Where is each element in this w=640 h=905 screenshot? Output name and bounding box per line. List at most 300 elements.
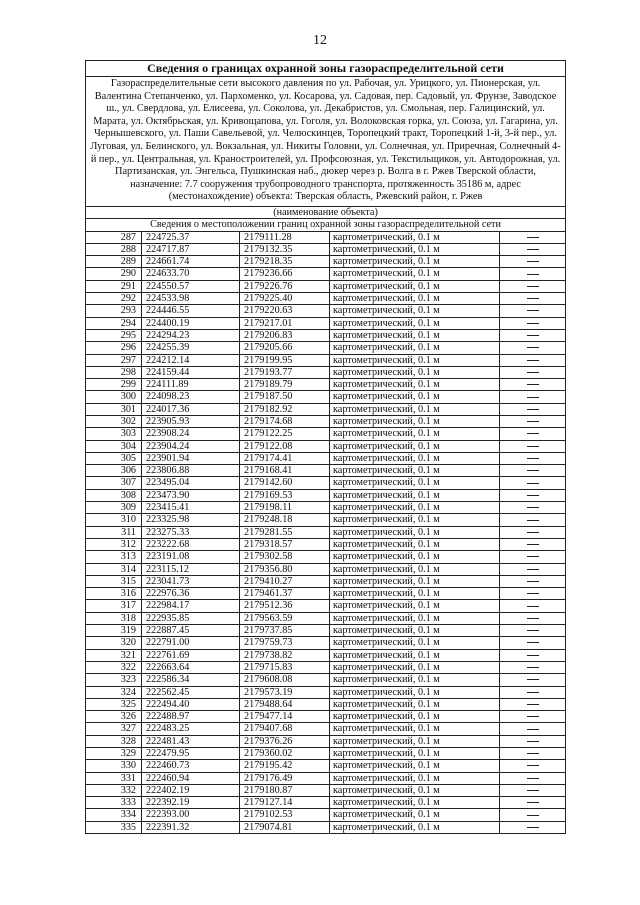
determination-method: картометрический, 0.1 м xyxy=(330,551,500,563)
coordinate-x: 222761.69 xyxy=(142,649,240,661)
table-row xyxy=(86,280,566,292)
point-number: 299 xyxy=(86,379,142,391)
determination-method: картометрический, 0.1 м xyxy=(330,317,500,329)
table-row xyxy=(86,649,566,661)
coordinate-y: 2179198.11 xyxy=(240,502,330,514)
table-row xyxy=(86,489,566,501)
determination-method: картометрический, 0.1 м xyxy=(330,821,500,833)
table-row xyxy=(86,551,566,563)
coordinate-y: 2179461.37 xyxy=(240,588,330,600)
empty-dash-cell xyxy=(500,612,566,624)
point-number: 297 xyxy=(86,354,142,366)
coordinate-x: 222494.40 xyxy=(142,698,240,710)
table-row xyxy=(86,465,566,477)
determination-method: картометрический, 0.1 м xyxy=(330,723,500,735)
point-number: 289 xyxy=(86,256,142,268)
coordinate-x: 223905.93 xyxy=(142,415,240,427)
table-row xyxy=(86,575,566,587)
table-row xyxy=(86,342,566,354)
point-number: 304 xyxy=(86,440,142,452)
title-row xyxy=(86,61,566,77)
point-number: 310 xyxy=(86,514,142,526)
determination-method: картометрический, 0.1 м xyxy=(330,366,500,378)
empty-dash-cell xyxy=(500,551,566,563)
coordinate-y: 2179122.25 xyxy=(240,428,330,440)
table-row xyxy=(86,588,566,600)
empty-dash-cell xyxy=(500,391,566,403)
point-number: 307 xyxy=(86,477,142,489)
dash-mark xyxy=(527,778,539,779)
table-row xyxy=(86,502,566,514)
point-number: 301 xyxy=(86,403,142,415)
dash-mark xyxy=(527,741,539,742)
table-row xyxy=(86,772,566,784)
determination-method: картометрический, 0.1 м xyxy=(330,809,500,821)
coordinate-x: 224661.74 xyxy=(142,256,240,268)
table-row xyxy=(86,477,566,489)
empty-dash-cell xyxy=(500,748,566,760)
empty-dash-cell xyxy=(500,366,566,378)
dash-mark xyxy=(527,581,539,582)
table-row xyxy=(86,612,566,624)
empty-dash-cell xyxy=(500,256,566,268)
coordinate-y: 2179132.35 xyxy=(240,243,330,255)
coordinate-x: 222791.00 xyxy=(142,637,240,649)
coordinate-y: 2179169.53 xyxy=(240,489,330,501)
point-number: 290 xyxy=(86,268,142,280)
coordinate-x: 223495.04 xyxy=(142,477,240,489)
empty-dash-cell xyxy=(500,354,566,366)
dash-mark xyxy=(527,421,539,422)
point-number: 305 xyxy=(86,452,142,464)
empty-dash-cell xyxy=(500,465,566,477)
coordinate-x: 224717.87 xyxy=(142,243,240,255)
table-row xyxy=(86,452,566,464)
coordinate-x: 223908.24 xyxy=(142,428,240,440)
point-number: 309 xyxy=(86,502,142,514)
empty-dash-cell xyxy=(500,452,566,464)
coordinate-y: 2179127.14 xyxy=(240,797,330,809)
coordinate-y: 2179195.42 xyxy=(240,760,330,772)
coordinate-y: 2179318.57 xyxy=(240,538,330,550)
point-number: 314 xyxy=(86,563,142,575)
coordinate-y: 2179356.80 xyxy=(240,563,330,575)
coordinate-x: 222562.45 xyxy=(142,686,240,698)
coordinate-y: 2179176.49 xyxy=(240,772,330,784)
dash-mark xyxy=(527,323,539,324)
coordinate-y: 2179512.36 xyxy=(240,600,330,612)
empty-dash-cell xyxy=(500,403,566,415)
table-row xyxy=(86,637,566,649)
determination-method: картометрический, 0.1 м xyxy=(330,231,500,243)
table-row xyxy=(86,563,566,575)
coordinate-y: 2179281.55 xyxy=(240,526,330,538)
empty-dash-cell xyxy=(500,649,566,661)
coordinate-x: 224446.55 xyxy=(142,305,240,317)
determination-method: картометрический, 0.1 м xyxy=(330,784,500,796)
table-row xyxy=(86,428,566,440)
coordinate-x: 223325.98 xyxy=(142,514,240,526)
coordinate-x: 222483.25 xyxy=(142,723,240,735)
point-number: 302 xyxy=(86,415,142,427)
point-number: 303 xyxy=(86,428,142,440)
coordinate-x: 224633.70 xyxy=(142,268,240,280)
coordinate-y: 2179182.92 xyxy=(240,403,330,415)
boundary-table xyxy=(85,60,566,834)
coordinate-x: 222460.73 xyxy=(142,760,240,772)
dash-mark xyxy=(527,261,539,262)
determination-method: картометрический, 0.1 м xyxy=(330,538,500,550)
table-row xyxy=(86,514,566,526)
empty-dash-cell xyxy=(500,293,566,305)
dash-mark xyxy=(527,765,539,766)
determination-method: картометрический, 0.1 м xyxy=(330,612,500,624)
empty-dash-cell xyxy=(500,735,566,747)
dash-mark xyxy=(527,704,539,705)
dash-mark xyxy=(527,446,539,447)
determination-method: картометрический, 0.1 м xyxy=(330,342,500,354)
table-row xyxy=(86,268,566,280)
table-row xyxy=(86,797,566,809)
table-row xyxy=(86,329,566,341)
empty-dash-cell xyxy=(500,661,566,673)
empty-dash-cell xyxy=(500,698,566,710)
coordinate-x: 222887.45 xyxy=(142,625,240,637)
dash-mark xyxy=(527,593,539,594)
determination-method: картометрический, 0.1 м xyxy=(330,760,500,772)
dash-mark xyxy=(527,692,539,693)
point-number: 321 xyxy=(86,649,142,661)
empty-dash-cell xyxy=(500,772,566,784)
point-number: 327 xyxy=(86,723,142,735)
table-row xyxy=(86,231,566,243)
coordinate-x: 224255.39 xyxy=(142,342,240,354)
empty-dash-cell xyxy=(500,342,566,354)
description-row xyxy=(86,77,566,207)
dash-mark xyxy=(527,249,539,250)
coordinate-x: 222402.19 xyxy=(142,784,240,796)
coordinate-x: 222392.19 xyxy=(142,797,240,809)
empty-dash-cell xyxy=(500,514,566,526)
coordinate-x: 222460.94 xyxy=(142,772,240,784)
empty-dash-cell xyxy=(500,600,566,612)
dash-mark xyxy=(527,532,539,533)
determination-method: картометрический, 0.1 м xyxy=(330,526,500,538)
dash-mark xyxy=(527,237,539,238)
empty-dash-cell xyxy=(500,723,566,735)
point-number: 313 xyxy=(86,551,142,563)
empty-dash-cell xyxy=(500,711,566,723)
coordinate-x: 222984.17 xyxy=(142,600,240,612)
empty-dash-cell xyxy=(500,526,566,538)
coordinate-x: 224098.23 xyxy=(142,391,240,403)
empty-dash-cell xyxy=(500,588,566,600)
dash-mark xyxy=(527,618,539,619)
coordinate-y: 2179407.68 xyxy=(240,723,330,735)
determination-method: картометрический, 0.1 м xyxy=(330,465,500,477)
coordinate-x: 223806.88 xyxy=(142,465,240,477)
empty-dash-cell xyxy=(500,379,566,391)
empty-dash-cell xyxy=(500,797,566,809)
coordinate-y: 2179074.81 xyxy=(240,821,330,833)
point-number: 329 xyxy=(86,748,142,760)
table-row xyxy=(86,686,566,698)
table-row xyxy=(86,391,566,403)
empty-dash-cell xyxy=(500,563,566,575)
table-row xyxy=(86,760,566,772)
point-number: 318 xyxy=(86,612,142,624)
table-row xyxy=(86,784,566,796)
table-row xyxy=(86,354,566,366)
coordinate-y: 2179206.83 xyxy=(240,329,330,341)
empty-dash-cell xyxy=(500,489,566,501)
coordinate-y: 2179174.41 xyxy=(240,452,330,464)
coordinate-x: 222976.36 xyxy=(142,588,240,600)
coordinate-y: 2179608.08 xyxy=(240,674,330,686)
point-number: 294 xyxy=(86,317,142,329)
coordinate-x: 224159.44 xyxy=(142,366,240,378)
coordinate-x: 223222.68 xyxy=(142,538,240,550)
coordinate-y: 2179410.27 xyxy=(240,575,330,587)
determination-method: картометрический, 0.1 м xyxy=(330,379,500,391)
table-row xyxy=(86,366,566,378)
determination-method: картометрический, 0.1 м xyxy=(330,354,500,366)
determination-method: картометрический, 0.1 м xyxy=(330,243,500,255)
empty-dash-cell xyxy=(500,502,566,514)
coordinate-y: 2179187.50 xyxy=(240,391,330,403)
coordinate-y: 2179142.60 xyxy=(240,477,330,489)
coordinate-x: 224294.23 xyxy=(142,329,240,341)
point-number: 331 xyxy=(86,772,142,784)
determination-method: картометрический, 0.1 м xyxy=(330,280,500,292)
table-row xyxy=(86,735,566,747)
coordinate-y: 2179477.14 xyxy=(240,711,330,723)
dash-mark xyxy=(527,655,539,656)
point-number: 308 xyxy=(86,489,142,501)
location-header-row xyxy=(86,219,566,231)
table-row xyxy=(86,538,566,550)
dash-mark xyxy=(527,483,539,484)
determination-method: картометрический, 0.1 м xyxy=(330,563,500,575)
coordinate-y: 2179189.79 xyxy=(240,379,330,391)
coordinate-y: 2179217.01 xyxy=(240,317,330,329)
coordinate-x: 222393.00 xyxy=(142,809,240,821)
dash-mark xyxy=(527,409,539,410)
determination-method: картометрический, 0.1 м xyxy=(330,772,500,784)
coordinate-y: 2179236.66 xyxy=(240,268,330,280)
dash-mark xyxy=(527,347,539,348)
object-label-row xyxy=(86,206,566,218)
table-row xyxy=(86,256,566,268)
page-number: 12 xyxy=(313,33,327,48)
determination-method: картометрический, 0.1 м xyxy=(330,268,500,280)
dash-mark xyxy=(527,520,539,521)
coordinate-x: 224111.89 xyxy=(142,379,240,391)
empty-dash-cell xyxy=(500,440,566,452)
determination-method: картометрический, 0.1 м xyxy=(330,711,500,723)
table-row xyxy=(86,317,566,329)
coordinate-x: 222935.85 xyxy=(142,612,240,624)
determination-method: картометрический, 0.1 м xyxy=(330,391,500,403)
table-title: Сведения о границах охранной зоны газораспределительной сети xyxy=(86,61,566,77)
table-row xyxy=(86,748,566,760)
point-number: 292 xyxy=(86,293,142,305)
dash-mark xyxy=(527,556,539,557)
dash-mark xyxy=(527,802,539,803)
determination-method: картометрический, 0.1 м xyxy=(330,477,500,489)
point-number: 333 xyxy=(86,797,142,809)
point-number: 295 xyxy=(86,329,142,341)
empty-dash-cell xyxy=(500,821,566,833)
dash-mark xyxy=(527,286,539,287)
point-number: 298 xyxy=(86,366,142,378)
point-number: 322 xyxy=(86,661,142,673)
dash-mark xyxy=(527,827,539,828)
empty-dash-cell xyxy=(500,637,566,649)
table-row xyxy=(86,821,566,833)
location-header: Сведения о местоположении границ охранной зоны газораспределительной сети xyxy=(86,219,566,231)
coordinate-x: 223041.73 xyxy=(142,575,240,587)
determination-method: картометрический, 0.1 м xyxy=(330,293,500,305)
determination-method: картометрический, 0.1 м xyxy=(330,735,500,747)
point-number: 311 xyxy=(86,526,142,538)
determination-method: картометрический, 0.1 м xyxy=(330,649,500,661)
coordinate-x: 224725.37 xyxy=(142,231,240,243)
determination-method: картометрический, 0.1 м xyxy=(330,489,500,501)
point-number: 326 xyxy=(86,711,142,723)
table-row xyxy=(86,625,566,637)
coordinate-y: 2179376.26 xyxy=(240,735,330,747)
dash-mark xyxy=(527,458,539,459)
table-row xyxy=(86,674,566,686)
determination-method: картометрический, 0.1 м xyxy=(330,698,500,710)
table-row xyxy=(86,379,566,391)
dash-mark xyxy=(527,667,539,668)
determination-method: картометрический, 0.1 м xyxy=(330,415,500,427)
coordinate-x: 223901.94 xyxy=(142,452,240,464)
dash-mark xyxy=(527,679,539,680)
coordinate-y: 2179488.64 xyxy=(240,698,330,710)
table-row xyxy=(86,243,566,255)
point-number: 324 xyxy=(86,686,142,698)
coordinate-y: 2179205.66 xyxy=(240,342,330,354)
determination-method: картометрический, 0.1 м xyxy=(330,514,500,526)
object-description: Газораспределительные сети высокого давления по ул. Рабочая, ул. Урицкого, ул. Пионерская, ул. Валентина Степанченко, ул. Пархоменко, ул. Косарова, ул. Садовая, пер. Садовый, ул. Фрунзе, Заводское ш., ул. Свердлова, ул. Елисеева, ул. Соколова, ул. Декабристов, ул. Смольная, пер. Галицинский, ул. Марата, ул. Октябрьская, ул. Кривощапова, ул. Гоголя, ул. Волоковская горка, ул. Союза, ул. Гагарина, ул. Чернышевского, ул. Паши Савельевой, ул. Челюскинцев, Торопецкий тракт, Торопецкий 1-й, 3-й пер., ул. Луговая, ул. Белинского, ул. Вокзальная, ул. Никиты Головни, ул. Солнечная, ул. Приречная, Солнечный 4-й пер., ул. Центральная, ул. Краностроителей, ул. Профсоюзная, ул. Текстильщиков, ул. Автодорожная, ул. Партизанская, ул. Энгельса, Пушкинская наб., дюкер через р. Волга в г. Ржев Тверской области, назначение: 7.7 сооружения трубопроводного транспорта, протяженность 35186 м, адрес (местонахождение) объекта: Тверская область, Ржевский район, г. Ржев xyxy=(86,77,566,207)
dash-mark xyxy=(527,433,539,434)
empty-dash-cell xyxy=(500,538,566,550)
point-number: 325 xyxy=(86,698,142,710)
determination-method: картометрический, 0.1 м xyxy=(330,502,500,514)
dash-mark xyxy=(527,335,539,336)
dash-mark xyxy=(527,507,539,508)
dash-mark xyxy=(527,360,539,361)
empty-dash-cell xyxy=(500,686,566,698)
coordinate-y: 2179302.58 xyxy=(240,551,330,563)
table-row xyxy=(86,526,566,538)
coordinate-x: 222586.34 xyxy=(142,674,240,686)
coordinate-x: 223115.12 xyxy=(142,563,240,575)
determination-method: картометрический, 0.1 м xyxy=(330,329,500,341)
point-number: 335 xyxy=(86,821,142,833)
coordinate-y: 2179174.68 xyxy=(240,415,330,427)
determination-method: картометрический, 0.1 м xyxy=(330,748,500,760)
coordinate-y: 2179102.53 xyxy=(240,809,330,821)
point-number: 334 xyxy=(86,809,142,821)
coordinate-x: 223473.90 xyxy=(142,489,240,501)
point-number: 291 xyxy=(86,280,142,292)
determination-method: картометрический, 0.1 м xyxy=(330,600,500,612)
coordinate-x: 222488.97 xyxy=(142,711,240,723)
dash-mark xyxy=(527,274,539,275)
point-number: 300 xyxy=(86,391,142,403)
point-number: 319 xyxy=(86,625,142,637)
point-number: 328 xyxy=(86,735,142,747)
coordinate-x: 222391.32 xyxy=(142,821,240,833)
determination-method: картометрический, 0.1 м xyxy=(330,403,500,415)
determination-method: картометрический, 0.1 м xyxy=(330,661,500,673)
coordinate-x: 222479.95 xyxy=(142,748,240,760)
dash-mark xyxy=(527,298,539,299)
coordinate-y: 2179225.40 xyxy=(240,293,330,305)
object-label: (наименование объекта) xyxy=(86,206,566,218)
coordinate-y: 2179111.28 xyxy=(240,231,330,243)
table-row xyxy=(86,698,566,710)
determination-method: картометрический, 0.1 м xyxy=(330,797,500,809)
dash-mark xyxy=(527,470,539,471)
dash-mark xyxy=(527,729,539,730)
coordinate-x: 224212.14 xyxy=(142,354,240,366)
point-number: 316 xyxy=(86,588,142,600)
coordinate-x: 223415.41 xyxy=(142,502,240,514)
point-number: 287 xyxy=(86,231,142,243)
dash-mark xyxy=(527,397,539,398)
dash-mark xyxy=(527,716,539,717)
coordinate-y: 2179199.95 xyxy=(240,354,330,366)
coordinate-y: 2179193.77 xyxy=(240,366,330,378)
coordinate-y: 2179220.63 xyxy=(240,305,330,317)
coordinate-x: 224533.98 xyxy=(142,293,240,305)
determination-method: картометрический, 0.1 м xyxy=(330,625,500,637)
table-row xyxy=(86,600,566,612)
determination-method: картометрический, 0.1 м xyxy=(330,428,500,440)
empty-dash-cell xyxy=(500,280,566,292)
empty-dash-cell xyxy=(500,625,566,637)
coordinate-x: 224550.57 xyxy=(142,280,240,292)
empty-dash-cell xyxy=(500,329,566,341)
point-number: 323 xyxy=(86,674,142,686)
determination-method: картометрический, 0.1 м xyxy=(330,256,500,268)
table-row xyxy=(86,403,566,415)
coordinate-x: 223904.24 xyxy=(142,440,240,452)
table-row xyxy=(86,661,566,673)
coordinate-y: 2179737.85 xyxy=(240,625,330,637)
dash-mark xyxy=(527,815,539,816)
coordinate-y: 2179759.73 xyxy=(240,637,330,649)
dash-mark xyxy=(527,310,539,311)
empty-dash-cell xyxy=(500,415,566,427)
determination-method: картометрический, 0.1 м xyxy=(330,575,500,587)
determination-method: картометрический, 0.1 м xyxy=(330,686,500,698)
coordinate-y: 2179715.83 xyxy=(240,661,330,673)
coordinate-y: 2179563.59 xyxy=(240,612,330,624)
table-row xyxy=(86,723,566,735)
coordinate-y: 2179248.18 xyxy=(240,514,330,526)
coordinate-y: 2179180.87 xyxy=(240,784,330,796)
dash-mark xyxy=(527,790,539,791)
determination-method: картометрический, 0.1 м xyxy=(330,637,500,649)
coordinate-x: 224400.19 xyxy=(142,317,240,329)
coordinate-y: 2179226.76 xyxy=(240,280,330,292)
